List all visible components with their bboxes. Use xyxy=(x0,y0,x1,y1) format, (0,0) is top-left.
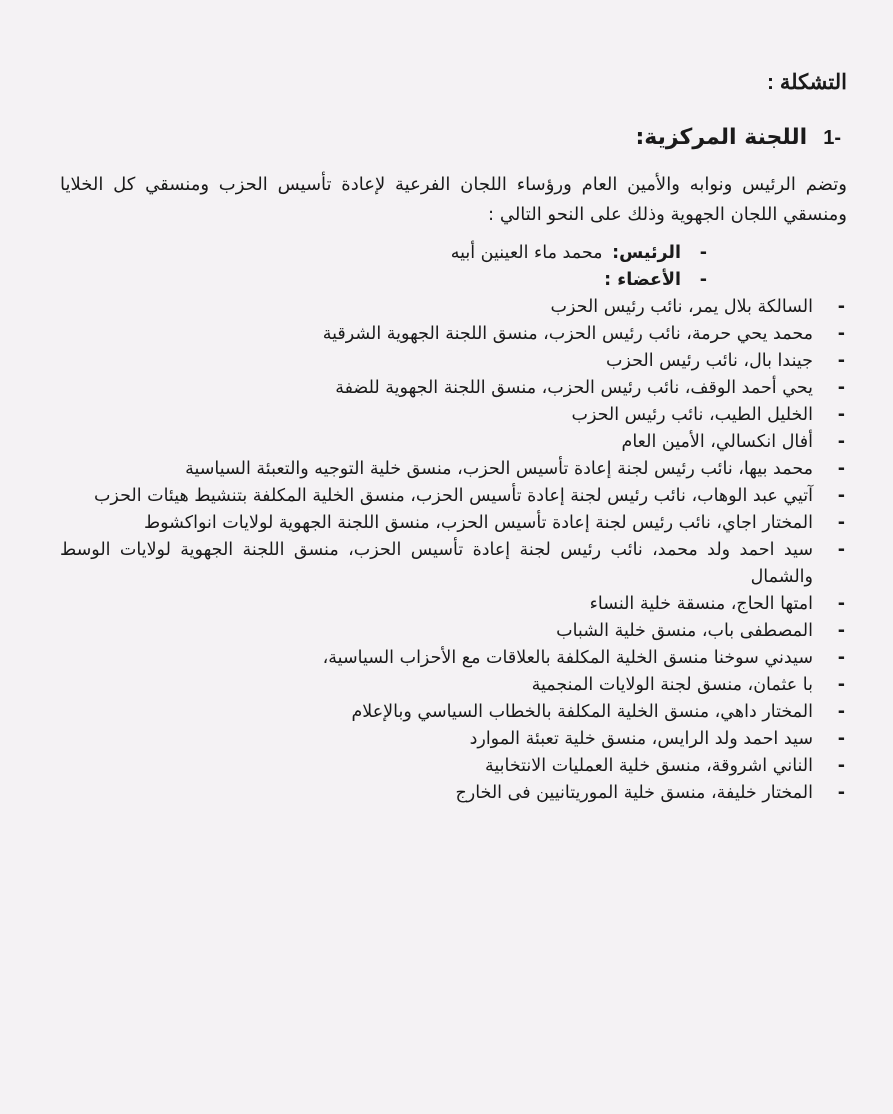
list-dash: - xyxy=(837,351,845,371)
list-item xyxy=(60,321,847,348)
list-item xyxy=(60,510,847,537)
member-text: السالكة بلال يمر، نائب رئيس الحزب xyxy=(550,297,813,317)
list-item xyxy=(60,429,847,456)
document-page xyxy=(60,60,847,807)
member-text: آتيي عبد الوهاب، نائب رئيس لجنة إعادة تأسيس الحزب، منسق الخلية المكلفة بتنشيط هيئات الحزب xyxy=(93,486,813,506)
list-item xyxy=(60,753,847,780)
list-item xyxy=(60,726,847,753)
member-text: المختار اجاي، نائب رئيس لجنة إعادة تأسيس الحزب، منسق اللجنة الجهوية لولايات انواكشوط xyxy=(143,513,813,533)
list-dash: - xyxy=(837,297,845,317)
member-text: المختار خليفة، منسق خلية الموريتانيين فى الخارج xyxy=(455,783,813,803)
list-item xyxy=(60,699,847,726)
member-text: سيدني سوخنا منسق الخلية المكلفة بالعلاقات مع الأحزاب السياسية، xyxy=(322,648,813,668)
president-item xyxy=(60,240,707,267)
member-text: جيندا بال، نائب رئيس الحزب xyxy=(605,351,813,371)
list-item xyxy=(60,375,847,402)
list-dash: - xyxy=(837,459,845,479)
member-text: يحي أحمد الوقف، نائب رئيس الحزب، منسق اللجنة الجهوية للضفة xyxy=(335,378,813,398)
list-item xyxy=(60,456,847,483)
list-dash: - xyxy=(837,675,845,695)
list-dash: - xyxy=(837,594,845,614)
member-text: المصطفى باب، منسق خلية الشباب xyxy=(556,621,813,641)
intro-paragraph: وتضم الرئيس ونوابه والأمين العام ورؤساء اللجان الفرعية لإعادة تأسيس الحزب ومنسقي كل الخلايا ومنسقي اللجان الجهوية وذلك على النحو التالي : xyxy=(60,174,847,225)
member-text: سيد احمد ولد الرايس، منسق خلية تعبئة الموارد xyxy=(469,729,813,749)
list-item xyxy=(60,672,847,699)
president-label: الرئيس: xyxy=(612,243,681,263)
member-text: امتها الحاج، منسقة خلية النساء xyxy=(589,594,813,614)
list-dash: - xyxy=(837,540,845,560)
list-dash: - xyxy=(837,621,845,641)
list-dash: - xyxy=(837,729,845,749)
list-dash: - xyxy=(837,432,845,452)
member-text: أفال انكسالي، الأمين العام xyxy=(621,432,813,452)
section-heading xyxy=(60,125,847,150)
section-number: -1 xyxy=(823,127,841,149)
member-text: المختار داهي، منسق الخلية المكلفة بالخطاب السياسي وبالإعلام xyxy=(351,702,813,722)
formation-heading: التشكلة : xyxy=(767,71,847,94)
list-item xyxy=(60,402,847,429)
list-dash: - xyxy=(837,756,845,776)
list-dash: - xyxy=(837,783,845,803)
list-dash: - xyxy=(699,270,707,290)
member-text: سيد احمد ولد محمد، نائب رئيس لجنة إعادة تأسيس الحزب، منسق اللجنة الجهوية لولايات الوسط والشمال xyxy=(60,540,813,587)
member-text: الناني اشروقة، منسق خلية العمليات الانتخابية xyxy=(484,756,813,776)
list-dash: - xyxy=(837,405,845,425)
list-item xyxy=(60,645,847,672)
list-item xyxy=(60,294,847,321)
members-label: الأعضاء : xyxy=(604,270,681,290)
section-title: اللجنة المركزية: xyxy=(635,125,808,150)
member-text: محمد بيها، نائب رئيس لجنة إعادة تأسيس الحزب، منسق خلية التوجيه والتعبئة السياسية xyxy=(185,459,813,479)
top-list xyxy=(60,240,707,294)
member-list xyxy=(60,294,847,807)
member-text: با عثمان، منسق لجنة الولايات المنجمية xyxy=(531,675,813,695)
list-dash: - xyxy=(837,378,845,398)
list-dash: - xyxy=(837,486,845,506)
list-dash: - xyxy=(837,324,845,344)
list-dash: - xyxy=(837,648,845,668)
member-text: الخليل الطيب، نائب رئيس الحزب xyxy=(571,405,813,425)
list-item xyxy=(60,780,847,807)
member-text: محمد يحي حرمة، نائب رئيس الحزب، منسق اللجنة الجهوية الشرقية xyxy=(322,324,813,344)
list-item xyxy=(60,348,847,375)
list-dash: - xyxy=(837,702,845,722)
list-dash: - xyxy=(699,243,707,263)
list-item xyxy=(60,618,847,645)
list-item xyxy=(60,483,847,510)
list-item xyxy=(60,591,847,618)
president-name: محمد ماء العينين أبيه xyxy=(450,243,603,263)
list-item xyxy=(60,537,847,591)
members-label-item xyxy=(60,267,707,294)
list-dash: - xyxy=(837,513,845,533)
